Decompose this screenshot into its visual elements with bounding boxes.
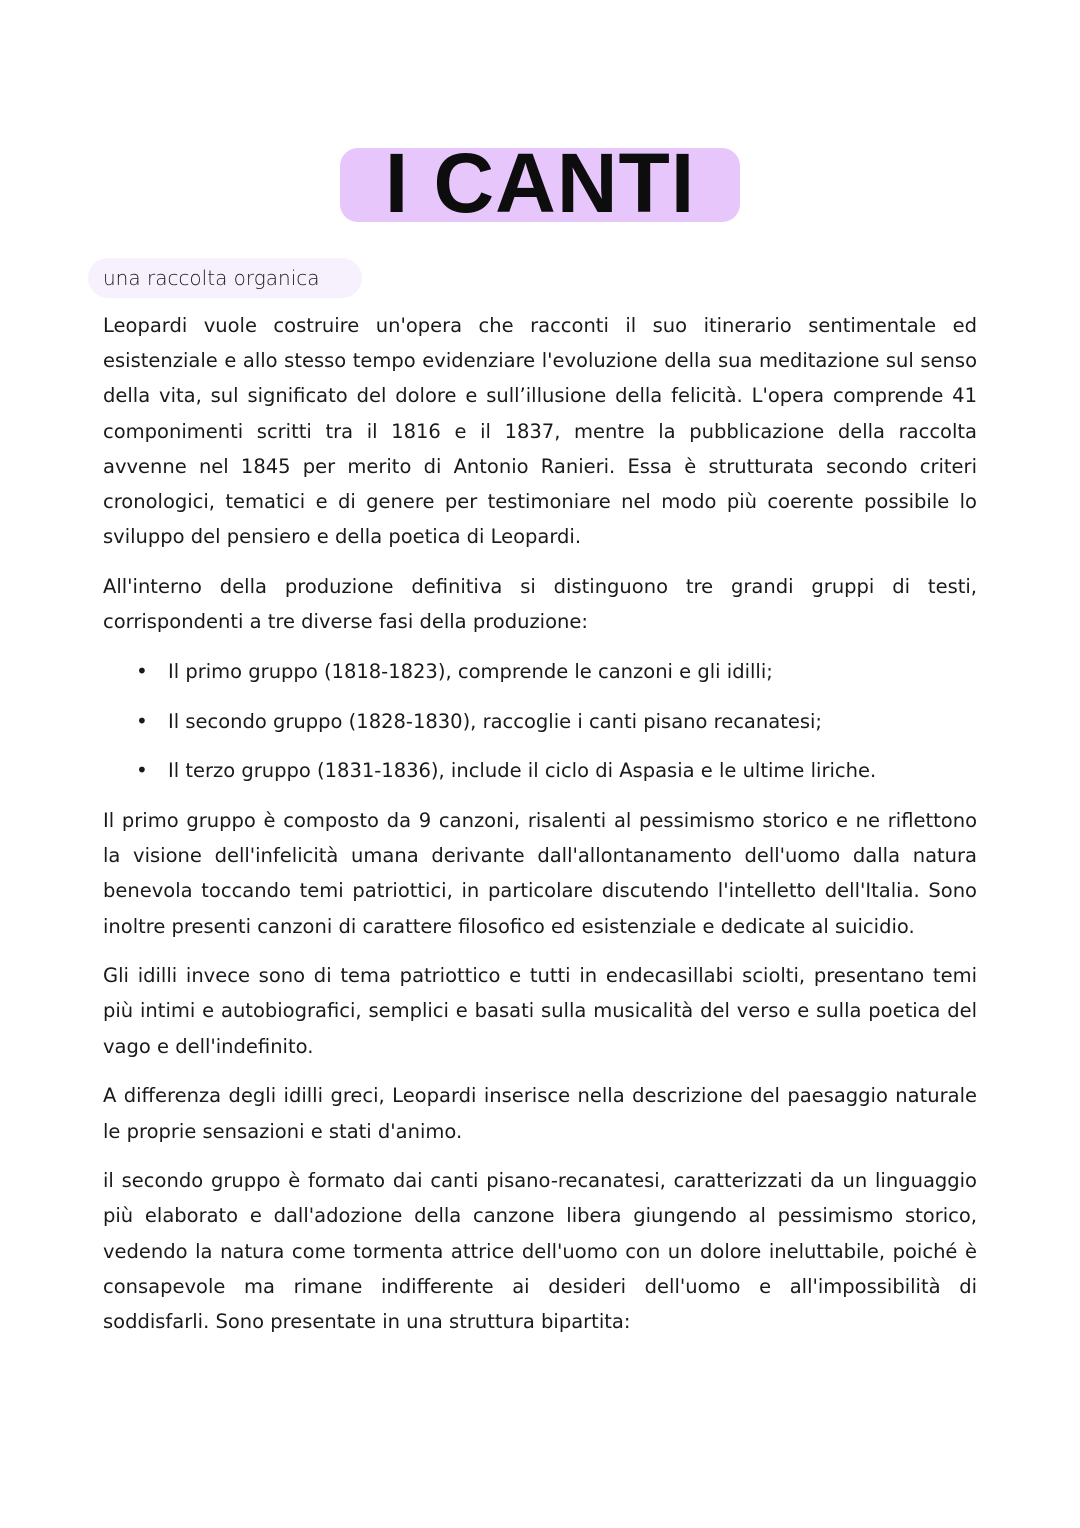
paragraph-groups: All'interno della produzione definitiva si distinguono tre grandi gruppi di testi, corrispondenti a tre diverse fasi della produzione: bbox=[103, 574, 977, 634]
section-subtitle: una raccolta organica bbox=[88, 258, 362, 298]
page-title bbox=[340, 136, 740, 230]
paragraph-intro: Leopardi vuole costruire un'opera che racconti il suo itinerario sentimentale ed esistenziale e allo stesso tempo evidenziare l'evoluzione della sua meditazione sul senso della vita, sul significato del dolore e sull’illusione della felicità. L'opera comprende 41 componimenti scritti tra il 1816 e il 1837, mentre la pubblicazione della raccolta avvenne nel 1845 per merito di Antonio Ranieri. Essa è strutturata secondo criteri cronologici, tematici e di genere per testimoniare nel modo più coerente possibile lo sviluppo del pensiero e della poetica di Leopardi. bbox=[103, 314, 977, 549]
groups-list bbox=[103, 654, 977, 789]
list-item-text: Il primo gruppo (1818-1823), comprende le canzoni e gli idilli; bbox=[168, 659, 773, 683]
list-item-text: Il secondo gruppo (1828-1830), raccoglie i canti pisano recanatesi; bbox=[168, 709, 822, 733]
list-item-text: Il terzo gruppo (1831-1836), include il ciclo di Aspasia e le ultime liriche. bbox=[168, 759, 877, 783]
list-item bbox=[136, 753, 977, 788]
list-item bbox=[136, 704, 977, 739]
paragraph-first-group: Il primo gruppo è composto da 9 canzoni, risalenti al pessimismo storico e ne riflettono la visione dell'infelicità umana derivante dall'allontanamento dell'uomo dalla natura benevola toccando temi patriottici, in particolare discutendo l'intelletto dell'Italia. Sono inoltre presenti canzoni di carattere filosofico ed esistenziale e dedicate al suicidio. bbox=[103, 808, 977, 938]
bullet-icon: • bbox=[136, 708, 148, 733]
bullet-icon: • bbox=[136, 758, 148, 783]
list-item bbox=[136, 654, 977, 689]
document-body bbox=[103, 308, 977, 1354]
bullet-icon: • bbox=[136, 658, 148, 683]
paragraph-greek-idilli: A differenza degli idilli greci, Leopardi inserisce nella descrizione del paesaggio naturale le proprie sensazioni e stati d'animo. bbox=[103, 1084, 977, 1143]
paragraph-idilli: Gli idilli invece sono di tema patriottico e tutti in endecasillabi sciolti, presentano temi più intimi e autobiografici, semplici e basati sulla musicalità del verso e sulla poetica del vago e dell'indefinito. bbox=[103, 964, 977, 1058]
page-title-text: I CANTI bbox=[384, 136, 696, 230]
paragraph-second-group: il secondo gruppo è formato dai canti pisano-recanatesi, caratterizzati da un linguaggio più elaborato e dall'adozione della canzone libera giungendo al pessimismo storico, vedendo la natura come tormenta attrice dell'uomo con un dolore ineluttabile, poiché è consapevole ma rimane indifferente ai desideri dell'uomo e all'impossibilità di soddisfarli. Sono presentate in una struttura bipartita: bbox=[103, 1169, 977, 1334]
